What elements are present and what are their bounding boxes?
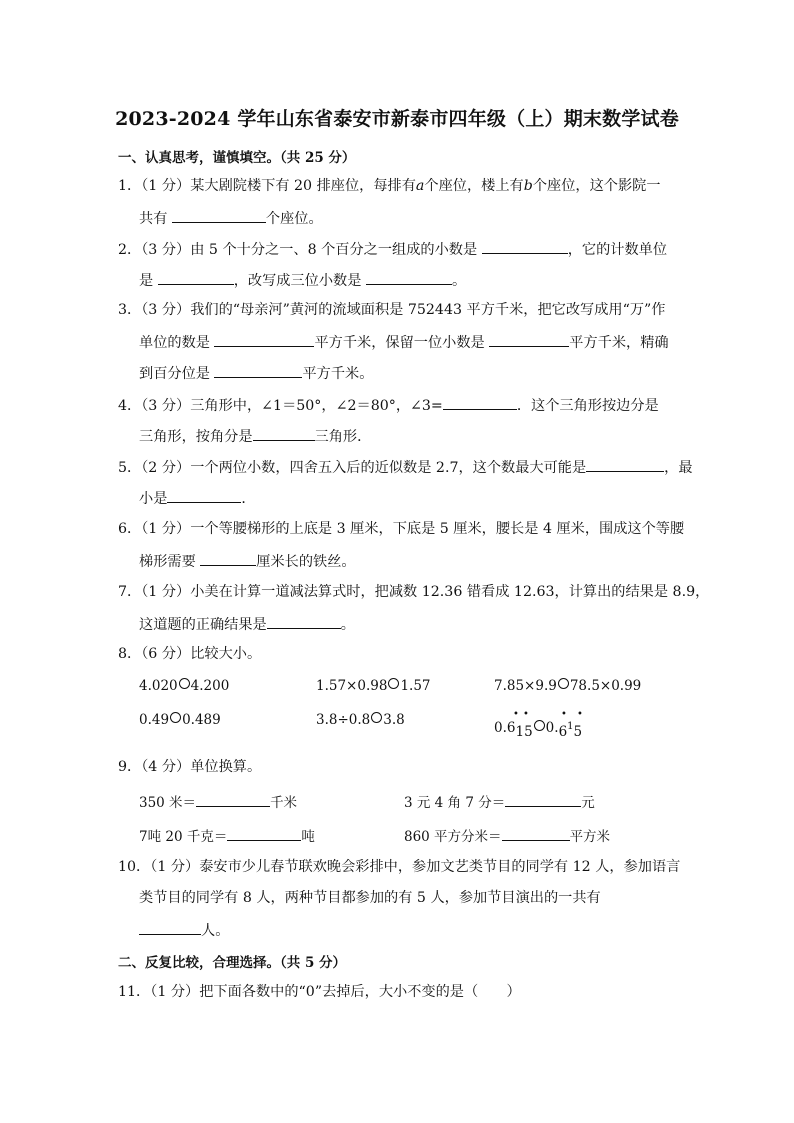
repeat-dot: • — [561, 709, 567, 720]
answer-blank[interactable] — [167, 487, 241, 503]
compare-circle[interactable] — [388, 678, 399, 689]
repeat-dot: • — [523, 709, 529, 720]
question-1-line-2: 共有 个座位。 — [139, 207, 323, 229]
question-8-heading: 8．（6 分）比较大小。 — [118, 646, 262, 662]
compare-item-5: 3.8÷0.8 3.8 — [316, 712, 405, 728]
repeat-dot: • — [577, 709, 583, 720]
compare-item-6: 0.615 $0.6^15$ — [494, 720, 583, 740]
compare-item-4: 0.49 0.489 — [139, 712, 221, 728]
compare-circle[interactable] — [558, 678, 569, 689]
repeat-dot: • — [513, 709, 519, 720]
answer-blank[interactable] — [253, 425, 315, 441]
answer-blank[interactable] — [139, 919, 201, 935]
compare-circle[interactable] — [179, 678, 190, 689]
question-7-line-1: 7．（1 分）小美在计算一道减法算式时，把减数 12.36 错看成 12.63，计算出的结果是 8.9， — [118, 584, 710, 600]
question-3-line-3: 到百分位是 平方千米。 — [139, 362, 373, 384]
answer-blank[interactable] — [502, 825, 570, 841]
repeating-digit: 6 — [558, 724, 568, 740]
section-1-heading: 一、认真思考，谨慎填空。（共 25 分） — [118, 150, 356, 166]
conversion-item-2: 3 元 4 角 7 分＝ 元 — [404, 791, 595, 811]
conversion-item-1: 350 米＝ 千米 — [139, 791, 297, 811]
question-10-line-2: 类节目的同学有 8 人，两种节目都参加的有 5 人，参加节目演出的一共有 — [139, 890, 601, 906]
conversion-item-3: 7吨 20 千克＝ 吨 — [139, 825, 315, 845]
compare-item-3: 7.85×9.9 78.5×0.99 — [494, 678, 642, 694]
answer-blank[interactable] — [172, 207, 266, 223]
compare-item-1: 4.020 4.200 — [139, 678, 230, 694]
question-11-line-1: 11．（1 分）把下面各数中的“0”去掉后，大小不变的是（ ） — [118, 984, 521, 1000]
variable-a: a — [415, 178, 425, 194]
question-7-line-2: 这道题的正确结果是 。 — [139, 613, 355, 635]
repeating-digits: 15 — [515, 724, 533, 740]
compare-circle[interactable] — [371, 712, 382, 723]
question-2-line-2: 是 ，改写成三位小数是 。 — [139, 269, 466, 291]
question-9-heading: 9．（4 分）单位换算。 — [118, 759, 262, 775]
question-4-line-1: 4．（3 分）三角形中，∠1＝50°，∠2＝80°，∠3= ．这个三角形按边分是 — [118, 394, 659, 416]
answer-blank[interactable] — [267, 613, 341, 629]
answer-blank[interactable] — [227, 825, 301, 841]
question-10-line-3: 人。 — [139, 919, 229, 941]
section-2-heading: 二、反复比较，合理选择。（共 5 分） — [118, 955, 347, 971]
question-10-line-1: 10．（1 分）泰安市少儿春节联欢晚会彩排中，参加文艺类节目的同学有 12 人，参加语言 — [118, 859, 681, 875]
answer-blank[interactable] — [505, 791, 581, 807]
answer-blank[interactable] — [489, 331, 569, 347]
question-6-line-1: 6．（1 分）一个等腰梯形的上底是 3 厘米，下底是 5 厘米，腰长是 4 厘米，围成这个等腰 — [118, 521, 685, 537]
compare-circle[interactable] — [170, 712, 181, 723]
question-1-line-1: 1．（1 分）某大剧院楼下有 20 排座位，每排有a个座位，楼上有b个座位，这个影院一 — [118, 178, 661, 194]
question-2-line-1: 2．（3 分）由 5 个十分之一、8 个百分之一组成的小数是 ，它的计数单位 — [118, 238, 667, 260]
question-5-line-1: 5．（2 分）一个两位小数，四舍五入后的近似数是 2.7，这个数最大可能是 ，最 — [118, 456, 693, 478]
compare-circle[interactable] — [534, 720, 545, 731]
answer-blank[interactable] — [200, 550, 256, 566]
answer-blank[interactable] — [214, 362, 302, 378]
answer-blank[interactable] — [482, 238, 568, 254]
conversion-item-4: 860 平方分米＝ 平方米 — [404, 825, 610, 845]
question-3-line-2: 单位的数是 平方千米，保留一位小数是 平方千米，精确 — [139, 331, 669, 353]
question-4-line-2: 三角形，按角分是 三角形． — [139, 425, 371, 447]
question-6-line-2: 梯形需要 厘米长的铁丝。 — [139, 550, 356, 572]
exam-title: 2023-2024 学年山东省泰安市新泰市四年级（上）期末数学试卷 — [115, 108, 679, 130]
compare-item-2: 1.57×0.98 1.57 — [316, 678, 431, 694]
answer-blank[interactable] — [214, 331, 314, 347]
variable-b: b — [523, 178, 533, 194]
question-5-line-2: 小是 ． — [139, 487, 256, 509]
answer-blank[interactable] — [196, 791, 270, 807]
answer-blank[interactable] — [586, 456, 664, 472]
answer-blank[interactable] — [158, 269, 234, 285]
repeating-digit: 5 — [573, 724, 583, 740]
question-3-line-1: 3．（3 分）我们的“母亲河”黄河的流域面积是 752443 平方千米，把它改写成用“万”作 — [118, 302, 666, 318]
answer-blank[interactable] — [443, 394, 517, 410]
answer-blank[interactable] — [366, 269, 452, 285]
